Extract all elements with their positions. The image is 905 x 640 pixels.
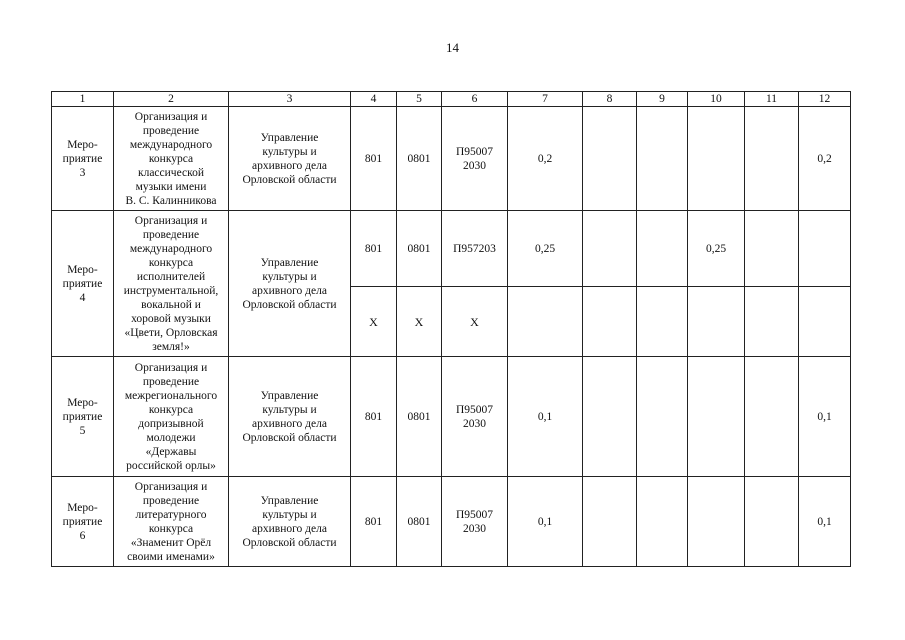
- grbs-cell: 801: [351, 107, 397, 211]
- description-line: конкурса: [148, 256, 194, 269]
- event-line: 6: [79, 529, 86, 542]
- header-cell: 7: [508, 92, 583, 107]
- header-cell: 2: [114, 92, 229, 107]
- value-cell-9: [637, 211, 688, 287]
- page-number: 14: [446, 40, 459, 55]
- event-line: приятие: [62, 152, 103, 165]
- header-cell: 6: [442, 92, 508, 107]
- value-cell-11: [745, 357, 799, 477]
- value-cell-12: 0,2: [799, 107, 851, 211]
- value-cell-8: [583, 107, 637, 211]
- description-line: Организация и: [134, 480, 208, 493]
- executor-line: архивного дела: [252, 284, 327, 297]
- event-line: 4: [79, 291, 86, 304]
- value-cell-9: [637, 287, 688, 357]
- executor-line: архивного дела: [252, 522, 327, 535]
- value-cell-9: [637, 357, 688, 477]
- description-line: Организация и: [134, 214, 208, 227]
- executor-line: архивного дела: [252, 417, 327, 430]
- value-cell-12: 0,1: [799, 477, 851, 567]
- executor-line: культуры и: [262, 403, 317, 416]
- description-line: «Знаменит Орёл: [130, 536, 212, 549]
- event-line: приятие: [62, 515, 103, 528]
- description-line: молодежи: [146, 431, 196, 444]
- event-line: Меро-: [67, 138, 98, 151]
- csr-cell: [442, 357, 508, 477]
- description-line: российской орлы»: [126, 459, 216, 472]
- description-cell: [114, 357, 229, 477]
- csr-line: П957203: [453, 242, 496, 255]
- executor-cell: [229, 107, 351, 211]
- value-cell-7: [508, 287, 583, 357]
- event-number-cell: [52, 211, 114, 357]
- rzpr-cell: 0801: [397, 477, 442, 567]
- executor-line: культуры и: [262, 508, 317, 521]
- event-number-cell: [52, 477, 114, 567]
- description-line: проведение: [142, 494, 200, 507]
- description-line: международного: [129, 138, 213, 151]
- value-cell-11: [745, 287, 799, 357]
- executor-cell: [229, 211, 351, 357]
- value-cell-10: [688, 107, 745, 211]
- grbs-cell: 801: [351, 477, 397, 567]
- csr-line: П95007: [455, 508, 494, 521]
- description-cell: [114, 211, 229, 357]
- value-cell-8: [583, 477, 637, 567]
- description-line: межрегионального: [124, 389, 218, 402]
- value-cell-11: [745, 477, 799, 567]
- executor-line: Управление: [260, 494, 319, 507]
- description-line: конкурса: [148, 403, 194, 416]
- grbs-cell: 801: [351, 211, 397, 287]
- value-cell-8: [583, 357, 637, 477]
- value-cell-10: [688, 357, 745, 477]
- value-cell-8: [583, 287, 637, 357]
- budget-table: [51, 91, 851, 567]
- executor-line: Орловской области: [242, 431, 337, 444]
- value-cell-9: [637, 477, 688, 567]
- value-cell-7: 0,1: [508, 477, 583, 567]
- header-row: [52, 92, 851, 107]
- executor-line: Управление: [260, 256, 319, 269]
- value-cell-11: [745, 211, 799, 287]
- event-number-cell: [52, 107, 114, 211]
- header-cell: 9: [637, 92, 688, 107]
- csr-line: 2030: [463, 417, 486, 430]
- csr-cell: [442, 211, 508, 287]
- csr-line: П95007: [455, 145, 494, 158]
- event-line: Меро-: [67, 263, 98, 276]
- executor-line: Орловской области: [242, 536, 337, 549]
- table-row: [52, 107, 851, 211]
- csr-cell: [442, 107, 508, 211]
- description-line: конкурса: [148, 152, 194, 165]
- description-line: музыки имени: [135, 180, 207, 193]
- header-cell: 1: [52, 92, 114, 107]
- event-line: Меро-: [67, 396, 98, 409]
- csr-line: 2030: [463, 159, 486, 172]
- description-line: проведение: [142, 228, 200, 241]
- executor-cell: [229, 357, 351, 477]
- rzpr-cell: 0801: [397, 211, 442, 287]
- executor-line: культуры и: [262, 145, 317, 158]
- description-line: проведение: [142, 375, 200, 388]
- rzpr-cell: 0801: [397, 357, 442, 477]
- description-line: вокальной и: [141, 298, 201, 311]
- executor-line: архивного дела: [252, 159, 327, 172]
- description-line: земля!»: [152, 340, 190, 353]
- event-line: 3: [79, 166, 86, 179]
- description-line: исполнителей: [136, 270, 206, 283]
- description-line: «Цвети, Орловская: [124, 326, 218, 339]
- header-cell: 3: [229, 92, 351, 107]
- description-line: Организация и: [134, 361, 208, 374]
- value-cell-12: 0,1: [799, 357, 851, 477]
- event-number-cell: [52, 357, 114, 477]
- value-cell-7: 0,2: [508, 107, 583, 211]
- header-cell: 8: [583, 92, 637, 107]
- event-line: Меро-: [67, 501, 98, 514]
- value-cell-10: [688, 477, 745, 567]
- description-line: инструментальной,: [123, 284, 219, 297]
- value-cell-8: [583, 211, 637, 287]
- grbs-x-cell: Х: [351, 287, 397, 357]
- value-cell-10: [688, 287, 745, 357]
- description-line: «Державы: [145, 445, 197, 458]
- executor-cell: [229, 477, 351, 567]
- executor-line: культуры и: [262, 270, 317, 283]
- grbs-cell: 801: [351, 357, 397, 477]
- value-cell-7: 0,25: [508, 211, 583, 287]
- table-row: [52, 357, 851, 477]
- table-row: [52, 211, 851, 287]
- executor-line: Управление: [260, 131, 319, 144]
- header-cell: 5: [397, 92, 442, 107]
- executor-line: Орловской области: [242, 298, 337, 311]
- value-cell-10: 0,25: [688, 211, 745, 287]
- description-line: Организация и: [134, 110, 208, 123]
- table-row: [52, 477, 851, 567]
- csr-x-cell: Х: [442, 287, 508, 357]
- value-cell-12: [799, 211, 851, 287]
- description-cell: [114, 107, 229, 211]
- event-line: 5: [79, 424, 86, 437]
- description-line: проведение: [142, 124, 200, 137]
- csr-line: 2030: [463, 522, 486, 535]
- event-line: приятие: [62, 410, 103, 423]
- description-line: литературного: [135, 508, 207, 521]
- description-line: международного: [129, 242, 213, 255]
- header-cell: 10: [688, 92, 745, 107]
- description-line: своими именами»: [127, 550, 215, 563]
- event-line: приятие: [62, 277, 103, 290]
- value-cell-7: 0,1: [508, 357, 583, 477]
- csr-line: П95007: [455, 403, 494, 416]
- rzpr-x-cell: Х: [397, 287, 442, 357]
- csr-cell: [442, 477, 508, 567]
- description-line: хоровой музыки: [131, 312, 211, 325]
- description-cell: [114, 477, 229, 567]
- description-line: В. С. Калинникова: [125, 194, 217, 207]
- header-cell: 4: [351, 92, 397, 107]
- description-line: классической: [138, 166, 204, 179]
- header-cell: 11: [745, 92, 799, 107]
- executor-line: Управление: [260, 389, 319, 402]
- header-cell: 12: [799, 92, 851, 107]
- rzpr-cell: 0801: [397, 107, 442, 211]
- value-cell-12: [799, 287, 851, 357]
- executor-line: Орловской области: [242, 173, 337, 186]
- value-cell-11: [745, 107, 799, 211]
- description-line: допризывной: [138, 417, 204, 430]
- value-cell-9: [637, 107, 688, 211]
- description-line: конкурса: [148, 522, 194, 535]
